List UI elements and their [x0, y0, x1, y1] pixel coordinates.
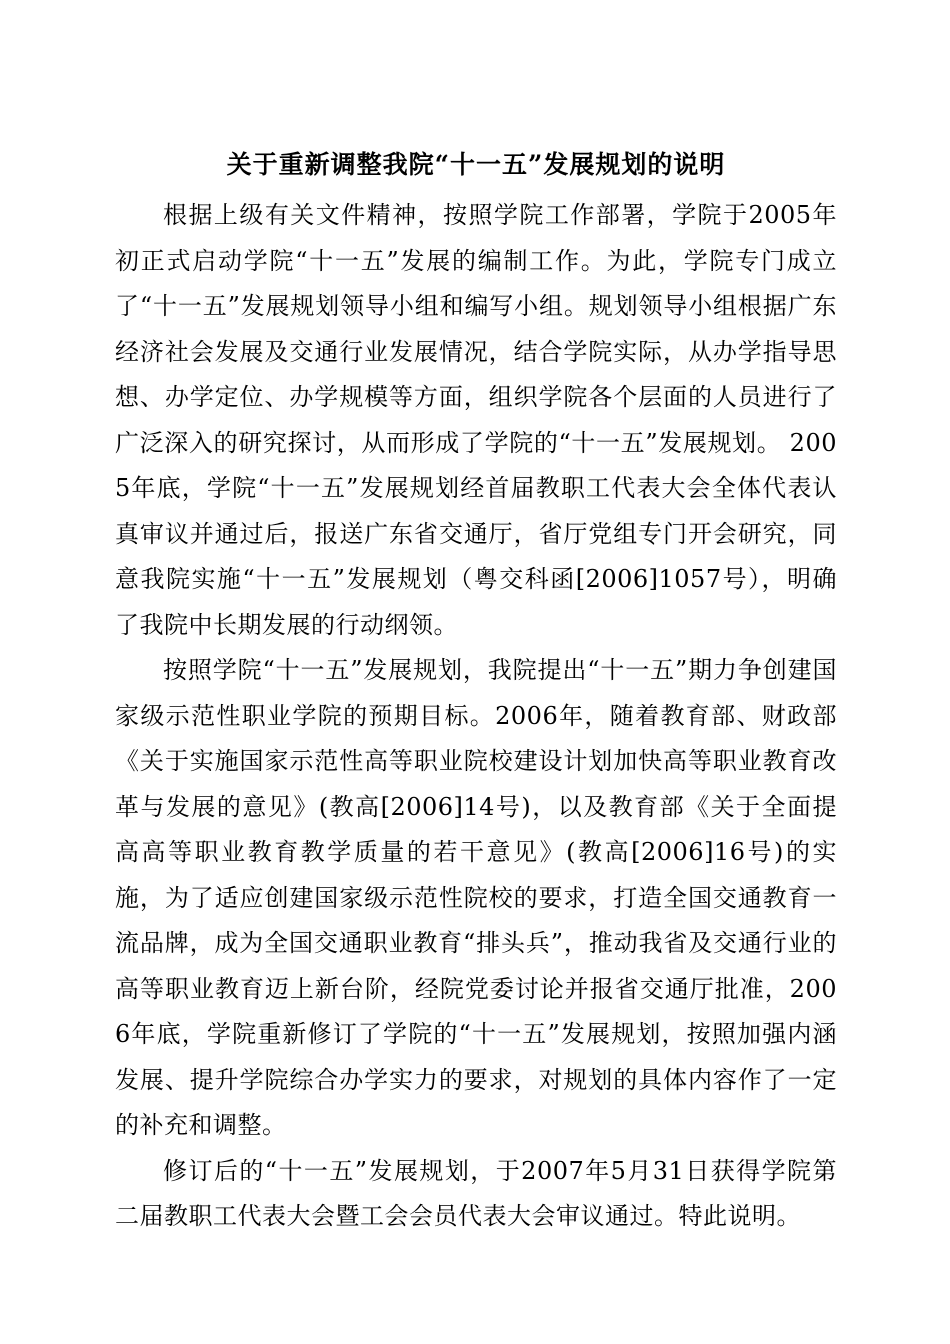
document-body: [115, 193, 837, 1240]
paragraph-2: 按照学院“十一五”发展规划，我院提出“十一五”期力争创建国家级示范性职业学院的预期目标。2006年，随着教育部、财政部《关于实施国家示范性高等职业院校建设计划加快高等职业教育改革与发展的意见》(教高[2006]14号)，以及教育部《关于全面提高高等职业教育教学质量的若干意见》(教高[2006]16号)的实施，为了适应创建国家级示范性院校的要求，打造全国交通教育一流品牌，成为全国交通职业教育“排头兵”，推动我省及交通行业的高等职业教育迈上新台阶，经院党委讨论并报省交通厅批准，2006年底，学院重新修订了学院的“十一五”发展规划，按照加强内涵发展、提升学院综合办学实力的要求，对规划的具体内容作了一定的补充和调整。: [115, 656, 837, 1139]
paragraph-1: 根据上级有关文件精神，按照学院工作部署，学院于2005年初正式启动学院“十一五”发展的编制工作。为此，学院专门成立了“十一五”发展规划领导小组和编写小组。规划领导小组根据广东经济社会发展及交通行业发展情况，结合学院实际，从办学指导思想、办学定位、办学规模等方面，组织学院各个层面的人员进行了广泛深入的研究探讨，从而形成了学院的“十一五”发展规划。 2005年底，学院“十一五”发展规划经首届教职工代表大会全体代表认真审议并通过后，报送广东省交通厅，省厅党组专门开会研究，同意我院实施“十一五”发展规划（粤交科函[2006]1057号），明确了我院中长期发展的行动纲领。: [115, 201, 837, 639]
paragraph-3: 修订后的“十一五”发展规划，于2007年5月31日获得学院第二届教职工代表大会暨工会会员代表大会审议通过。特此说明。: [115, 1156, 837, 1230]
document-title: 关于重新调整我院“十一五”发展规划的说明: [226, 150, 726, 179]
